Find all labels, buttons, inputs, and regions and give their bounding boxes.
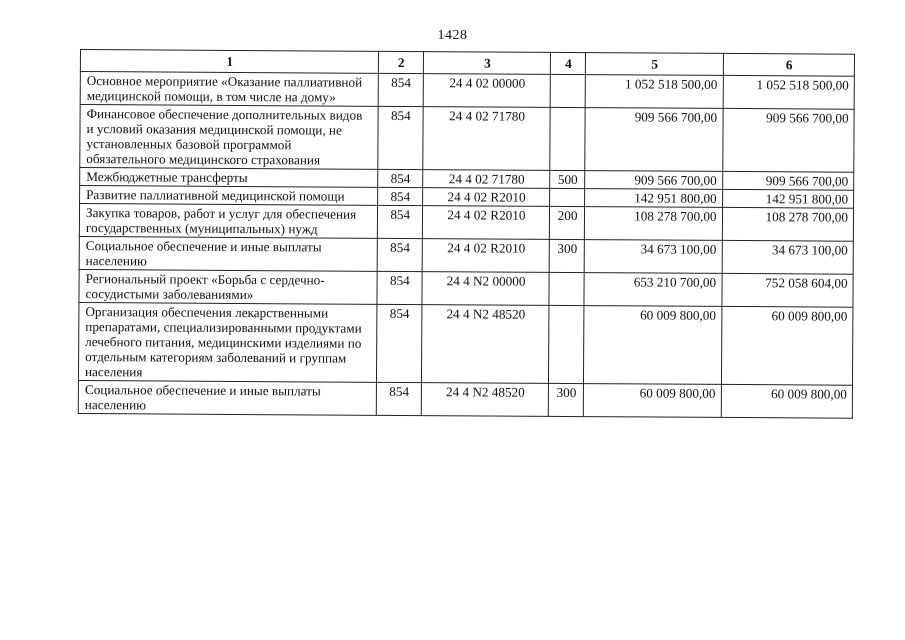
row-cs: 24 4 02 R2010 xyxy=(422,188,549,207)
row-amount-1: 60 009 800,00 xyxy=(583,384,721,418)
column-header: 5 xyxy=(585,53,723,76)
row-name: Региональный проект «Борьба с сердечно-сосудистыми заболеваниями» xyxy=(79,269,377,304)
row-name: Закупка товаров, работ и услуг для обеспечения государственных (муниципальных) нужд xyxy=(79,204,377,239)
table-row xyxy=(79,204,853,242)
row-vr: 500 xyxy=(550,170,585,188)
row-vr xyxy=(549,305,584,383)
row-vr xyxy=(550,107,585,170)
row-amount-1: 142 951 800,00 xyxy=(585,189,723,208)
row-vr xyxy=(550,188,585,206)
row-amount-1: 909 566 700,00 xyxy=(585,108,723,172)
row-amount-2: 909 566 700,00 xyxy=(722,108,854,172)
page-number: 1428 xyxy=(437,28,468,43)
table-row xyxy=(80,105,854,173)
row-amount-1: 653 210 700,00 xyxy=(584,273,722,307)
row-name: Организация обеспечения лекарственными препаратами, специализированными продуктами лечебного питания, медицинскими изделиями по отдельным категориям заболеваний и группам населения xyxy=(78,302,376,382)
row-amount-1: 108 278 700,00 xyxy=(584,207,722,241)
row-amount-1: 1 052 518 500,00 xyxy=(585,75,723,109)
table-row xyxy=(80,72,854,110)
row-amount-2: 60 009 800,00 xyxy=(721,306,853,385)
row-vr: 200 xyxy=(549,206,584,239)
row-amount-2: 34 673 100,00 xyxy=(722,240,854,274)
table-row xyxy=(78,302,852,385)
row-vr: 300 xyxy=(548,383,583,416)
row-name: Социальное обеспечение и иные выплаты населению xyxy=(79,236,377,271)
row-amount-2: 752 058 604,00 xyxy=(722,273,854,307)
row-name: Социальное обеспечение и иные выплаты населению xyxy=(78,380,376,415)
row-amount-1: 909 566 700,00 xyxy=(585,171,723,190)
row-amount-2: 142 951 800,00 xyxy=(722,189,854,208)
row-vr xyxy=(550,74,585,107)
table-row xyxy=(78,380,852,418)
row-gr: 854 xyxy=(377,238,422,271)
column-header: 3 xyxy=(423,52,550,75)
table-row xyxy=(79,269,853,307)
row-cs: 24 4 02 R2010 xyxy=(422,239,549,273)
row-amount-2: 108 278 700,00 xyxy=(722,207,854,241)
row-cs: 24 4 02 71780 xyxy=(423,170,550,189)
column-header: 4 xyxy=(550,52,585,74)
budget-table xyxy=(78,49,855,419)
row-gr: 854 xyxy=(377,187,422,205)
row-name: Межбюджетные трансферты xyxy=(80,168,378,188)
row-name: Основное мероприятие «Оказание паллиативной медицинской помощи, в том числе на дому» xyxy=(80,72,378,107)
row-gr: 854 xyxy=(377,106,423,169)
row-name: Развитие паллиативной медицинской помощи xyxy=(80,186,378,206)
row-name: Финансовое обеспечение дополнительных видов и условий оказания медицинской помощи, не установленных базовой программой обязательного медицинского страхования xyxy=(80,105,378,170)
row-vr xyxy=(549,272,584,305)
row-cs: 24 4 02 71780 xyxy=(423,107,551,171)
row-amount-1: 34 673 100,00 xyxy=(584,240,722,274)
row-gr: 854 xyxy=(378,73,423,106)
column-header: 1 xyxy=(80,50,378,74)
row-amount-2: 909 566 700,00 xyxy=(722,171,854,190)
row-gr: 854 xyxy=(376,382,421,415)
row-cs: 24 4 02 R2010 xyxy=(422,206,549,240)
row-cs: 24 4 N2 48520 xyxy=(421,383,548,417)
table-row xyxy=(79,236,853,274)
row-vr: 300 xyxy=(549,239,584,272)
row-cs: 24 4 N2 00000 xyxy=(422,272,549,306)
row-amount-2: 60 009 800,00 xyxy=(721,384,853,418)
column-header: 2 xyxy=(378,51,423,73)
row-cs: 24 4 N2 48520 xyxy=(421,305,549,384)
row-gr: 854 xyxy=(377,205,422,238)
row-gr: 854 xyxy=(376,304,422,382)
row-gr: 854 xyxy=(377,169,422,187)
row-cs: 24 4 02 00000 xyxy=(423,74,550,108)
row-amount-2: 1 052 518 500,00 xyxy=(723,75,855,109)
row-amount-1: 60 009 800,00 xyxy=(583,306,721,385)
column-header: 6 xyxy=(723,53,855,76)
row-gr: 854 xyxy=(377,271,422,304)
